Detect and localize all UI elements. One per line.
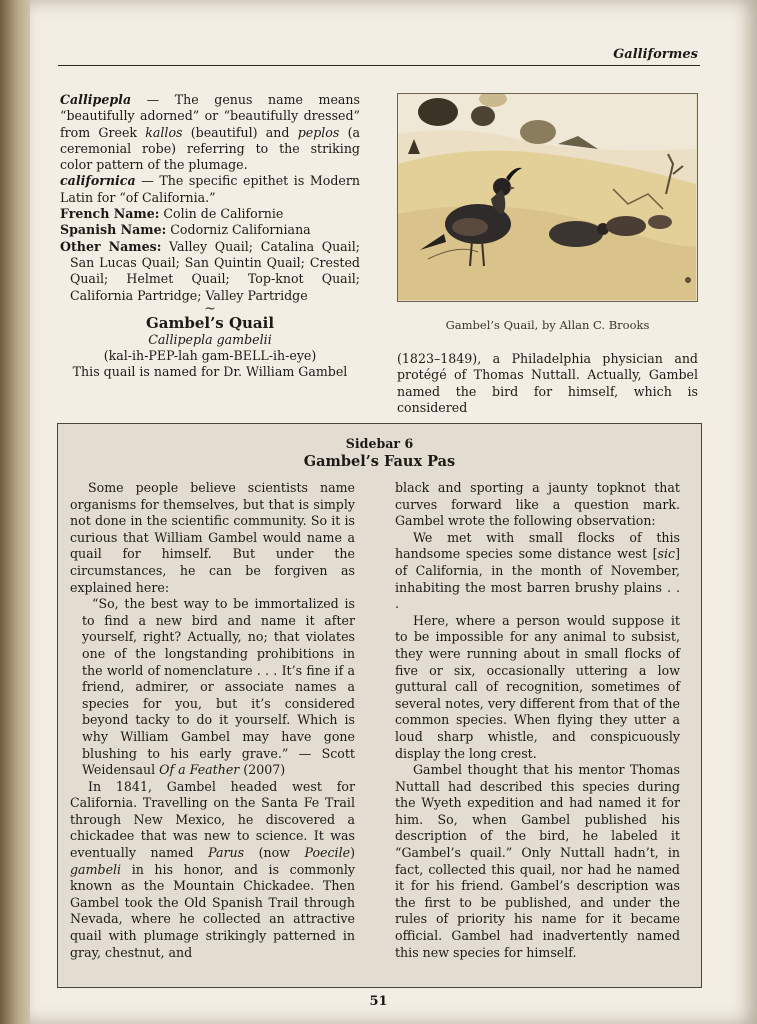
sidebar-right-column	[395, 480, 680, 961]
sidebar-left-column	[70, 480, 355, 961]
genus-term: Callipepla	[60, 92, 132, 107]
pronunciation: (kal-ih-PEP-lah gam-BELL-ih-eye)	[103, 348, 317, 364]
species-term: californica	[60, 173, 136, 189]
entry-title: Gambel’s Quail	[145, 313, 275, 332]
ornament-divider: ~	[204, 300, 216, 317]
spanish-name: Spanish Name: Codorniz Californiana	[60, 222, 311, 238]
sidebar-label: Sidebar 6	[345, 436, 414, 451]
french-name: French Name: Colin de Californie	[60, 206, 284, 222]
sidebar-paragraph: In 1841, Gambel headed west for California. Travelling on the Santa Fe Trail through New Mexico, he discovered a chickadee that was new to science. It was eventually named Parus (now Poecile) gambeli in his honor, and is commonly known as the Mountain Chickadee. Then Gambel took the Old Spanish Trail through Nevada, where he collected an attractive quail with plumage strikingly patterned in gray, chestnut, and	[70, 778, 355, 960]
sidebar-box	[57, 423, 702, 988]
sidebar-paragraph: black and sporting a jaunty topknot that curves forward like a question mark. Gambel wrote the following observation:	[395, 480, 680, 529]
sidebar-observation: Here, where a person would suppose it to be impossible for any animal to subsist, they were running about in small flocks of five or six, occasionally uttering a low guttural call of recognition, sometimes of several notes, very different from that of the common species. When flying they utter a loud sharp whistle, and conspicuously display the long crest.	[395, 612, 680, 761]
scientific-name: Callipepla gambelii	[148, 331, 272, 347]
sidebar-paragraph: Gambel thought that his mentor Thomas Nuttall had described this species during the Wyeth expedition and had named it for him. So, when Gambel published his description of the bird, he labeled it “Gambel’s quail.” Only Nuttall hadn’t, in fact, collected this quail, nor had he named it for his friend. Gambel’s description was the first to be published, and under the rules of priority his name for it became official. Gambel had inadvertently named this new species for himself.	[395, 762, 680, 960]
quail-illustration	[397, 93, 698, 302]
sidebar-paragraph: Some people believe scientists name organisms for themselves, but that is simply not done in the scientific community. So it is curious that William Gambel would name a quail for himself. But under the circumstances, he can be forgiven as explained here:	[70, 480, 355, 595]
other-names: Other Names: Valley Quail; Catalina Quail; San Lucas Quail; San Quintin Quail; Crested Quail; Helmet Quail; Top-knot Quail; California Partridge; Valley Partridge	[60, 238, 360, 303]
sidebar-observation: We met with small flocks of this handsome species some distance west [sic] of California, in the month of November, inhabiting the most barren brushy plains . . .	[395, 529, 680, 612]
callipepla-entry: Callipepla — The genus name means “beautifully adorned” or “beautifully dressed” from Greek kallos (beautiful) and peplos (a ceremonial robe) referring to the striking color pattern of the plumage.	[60, 92, 360, 173]
entry-intro: This quail is named for Dr. William Gambel	[72, 364, 348, 380]
page-number: 51	[369, 994, 388, 1009]
entry-continuation: (1823–1849), a Philadelphia physician and protégé of Thomas Nuttall. Actually, Gambel named the bird for himself, which is considered	[397, 351, 698, 415]
californica-entry: californica — The specific epithet is Modern Latin for “of California.”	[60, 173, 360, 205]
figure-caption: Gambel’s Quail, by Allan C. Brooks	[445, 318, 650, 332]
running-head: Galliformes	[58, 47, 700, 66]
quail-painting	[398, 94, 696, 300]
etymology-column	[60, 92, 360, 381]
sidebar-quote: “So, the best way to be immortalized is to find a new bird and name it after yourself, right? Actually, no; that violates one of the longstanding prohibitions in the world of nomenclature . . . It’s fine if a friend, admirer, or associate names a species for you, but it’s considered beyond tacky to do it yourself. Which is why William Gambel may have gone blushing to his early grave.” — Scott Weidensaul Of a Feather (2007)	[82, 596, 355, 778]
sidebar-title: Gambel’s Faux Pas	[303, 453, 456, 470]
